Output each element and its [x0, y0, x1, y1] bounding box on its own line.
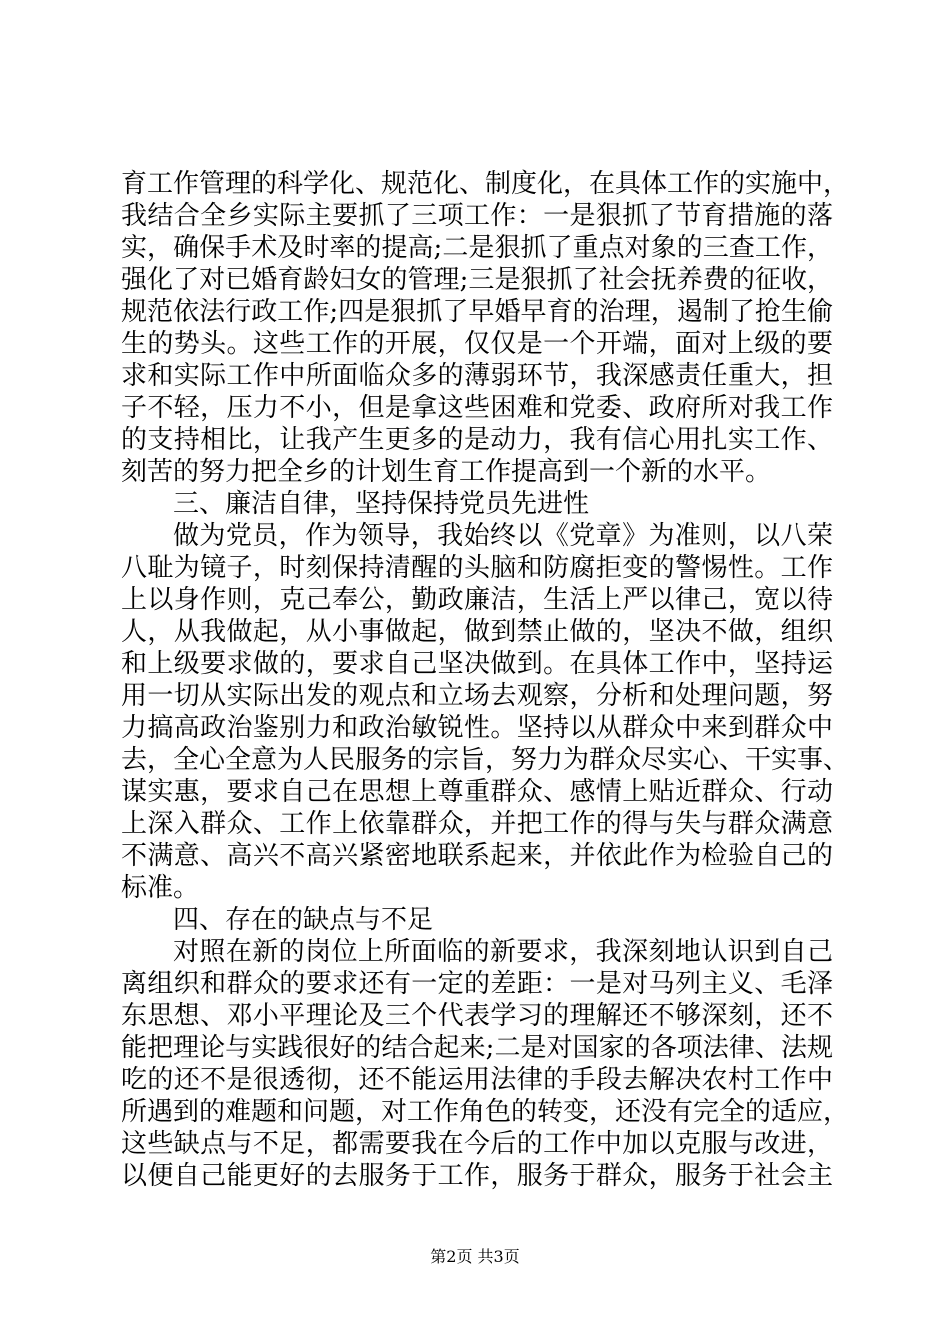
text-line: 这些缺点与不足，都需要我在今后的工作中加以克服与改进， [121, 1129, 833, 1159]
text-line: 以便自己能更好的去服务于工作，服务于群众，服务于社会主 [121, 1161, 833, 1191]
text-line: 东思想、邓小平理论及三个代表学习的理解还不够深刻，还不 [121, 1001, 833, 1031]
text-line: 谋实惠，要求自己在思想上尊重群众、感情上贴近群众、行动 [121, 777, 833, 807]
text-line: 八耻为镜子，时刻保持清醒的头脑和防腐拒变的警惕性。工作 [121, 553, 833, 583]
text-line: 人，从我做起，从小事做起，做到禁止做的，坚决不做，组织 [121, 617, 833, 647]
text-line: 上深入群众、工作上依靠群众，并把工作的得与失与群众满意 [121, 809, 833, 839]
text-line: 力搞高政治鉴别力和政治敏锐性。坚持以从群众中来到群众中 [121, 713, 833, 743]
text-line: 去，全心全意为人民服务的宗旨，努力为群众尽实心、干实事、 [121, 745, 850, 775]
text-line: 能把理论与实践很好的结合起来;二是对国家的各项法律、法规 [121, 1033, 833, 1063]
text-line: 做为党员，作为领导，我始终以《党章》为准则，以八荣 [173, 521, 833, 551]
text-line: 刻苦的努力把全乡的计划生育工作提高到一个新的水平。 [121, 457, 772, 487]
text-line: 实，确保手术及时率的提高;二是狠抓了重点对象的三查工作， [121, 233, 833, 263]
text-line: 我结合全乡实际主要抓了三项工作：一是狠抓了节育措施的落 [121, 201, 833, 231]
text-line: 育工作管理的科学化、规范化、制度化，在具体工作的实施中， [121, 169, 850, 199]
section-heading: 三、廉洁自律，坚持保持党员先进性 [173, 489, 590, 519]
text-line: 求和实际工作中所面临众多的薄弱环节，我深感责任重大，担 [121, 361, 833, 391]
text-line: 和上级要求做的，要求自己坚决做到。在具体工作中，坚持运 [121, 649, 833, 679]
page-footer: 第2页 共3页 [430, 1247, 520, 1266]
text-line: 对照在新的岗位上所面临的新要求，我深刻地认识到自己 [173, 937, 833, 967]
text-line: 标准。 [121, 873, 200, 903]
text-line: 所遇到的难题和问题，对工作角色的转变，还没有完全的适应， [121, 1097, 850, 1127]
text-line: 上以身作则，克己奉公，勤政廉洁，生活上严以律己，宽以待 [121, 585, 833, 615]
text-line: 离组织和群众的要求还有一定的差距：一是对马列主义、毛泽 [121, 969, 833, 999]
text-line: 吃的还不是很透彻，还不能运用法律的手段去解决农村工作中 [121, 1065, 833, 1095]
text-line: 用一切从实际出发的观点和立场去观察，分析和处理问题，努 [121, 681, 833, 711]
text-line: 规范依法行政工作;四是狠抓了早婚早育的治理，遏制了抢生偷 [121, 297, 833, 327]
text-line: 不满意、高兴不高兴紧密地联系起来，并依此作为检验自己的 [121, 841, 833, 871]
text-line: 强化了对已婚育龄妇女的管理;三是狠抓了社会抚养费的征收， [121, 265, 833, 295]
text-line: 子不轻，压力不小，但是拿这些困难和党委、政府所对我工作 [121, 393, 833, 423]
section-heading: 四、存在的缺点与不足 [173, 905, 434, 935]
document-body [121, 168, 850, 1192]
text-line: 生的势头。这些工作的开展，仅仅是一个开端，面对上级的要 [121, 329, 833, 359]
text-line: 的支持相比，让我产生更多的是动力，我有信心用扎实工作、 [121, 425, 833, 455]
